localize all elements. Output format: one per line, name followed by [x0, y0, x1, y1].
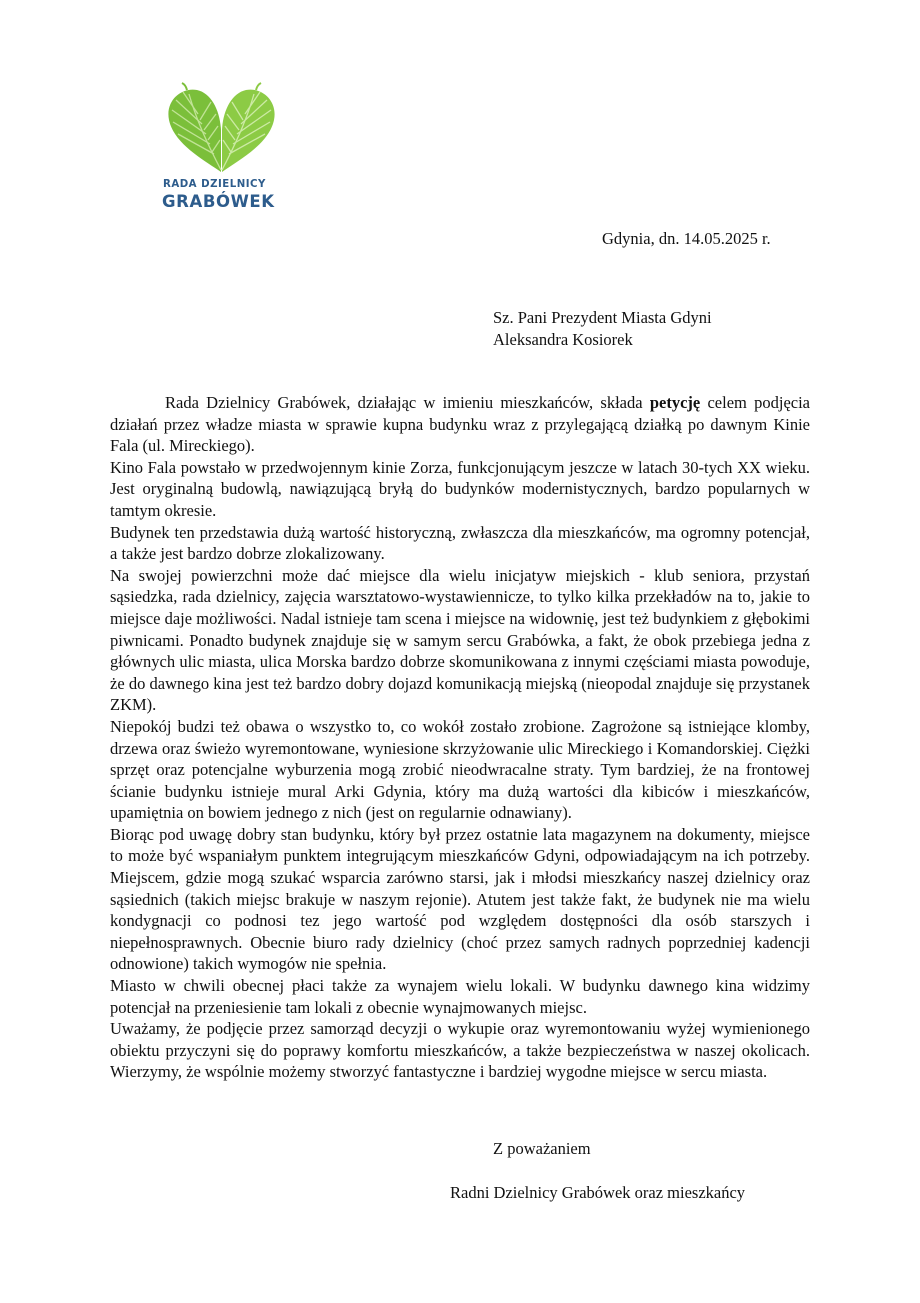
paragraph: Niepokój budzi też obawa o wszystko to, co wokół zostało zrobione. Zagrożone są istniejące klomby, drzewa oraz świeżo wyremontowane, wyniesione skrzyżowanie ulic Mireckiego i Komandorskiej. Ciężki sprzęt oraz potencjalne wyburzenia mogą zrobić nieodwracalne straty. Tym bardziej, że na frontowej ścianie budynku istnieje mural Arki Gdynia, który ma dużą wartości dla kibiców i mieszkańców, upamiętnia on bowiem jednego z nich (jest on regularnie odnawiany).	[110, 716, 810, 823]
logo-text-line2: GRABÓWEK	[162, 192, 275, 211]
paragraph: Na swojej powierzchni może dać miejsce dla wielu inicjatyw miejskich - klub seniora, przystań sąsiedzka, rada dzielnicy, zajęcia warsztatowo-wystawiennicze, to tylko kilka przekładów na to, jakie to miejsce daje możliwości. Nadal istnieje tam scena i miejsce na widownię, jest też budynkiem z głębokimi piwnicami. Ponadto budynek znajduje się w samym sercu Grabówka, a fakt, że obok przebiega jedna z głównych ulic miasta, ulica Morska bardzo dobrze skomunikowana z innymi częściami miasta powoduje, że do dawnego kina jest też bardzo dobry dojazd komunikacją miejską (nieopodal znajduje się przystanek ZKM).	[110, 565, 810, 715]
paragraph: Biorąc pod uwagę dobry stan budynku, który był przez ostatnie lata magazynem na dokumenty, miejsce to może być wspaniałym punktem integrującym mieszkańców Gdyni, odpowiadającym na ich potrzeby. Miejscem, gdzie mogą szukać wsparcia zarówno starsi, jak i młodsi mieszkańcy naszej dzielnicy oraz sąsiednich (takich miejsc brakuje w naszym rejonie). Atutem jest także fakt, że budynek nie ma wielu kondygnacji co podnosi tez jego wartość pod względem dostępności dla osób starszych i niepełnosprawnych. Obecnie biuro rady dzielnicy (choć przez samych radnych poprzedniej kadencji odnowione) takich wymogów nie spełnia.	[110, 824, 810, 974]
green-heart-leaves-icon	[164, 82, 279, 174]
paragraph: Kino Fala powstało w przedwojennym kinie Zorza, funkcjonującym jeszcze w latach 30-tych XX wieku. Jest oryginalną budowlą, nawiązującą bryłą do budynków modernistycznych, bardzo popularnych w tamtym okresie.	[110, 457, 810, 520]
intro-bold-word: petycję	[649, 393, 701, 412]
paragraph: Budynek ten przedstawia dużą wartość historyczną, zwłaszcza dla mieszkańców, ma ogromny potencjał, a także jest bardzo dobrze zlokalizowany.	[110, 522, 810, 564]
intro-text-before: Rada Dzielnicy Grabówek, działając w imieniu mieszkańców, składa	[165, 393, 650, 412]
intro-text-after: celem podjęcia działań przez władze miasta w sprawie kupna budynku wraz z przylegającą działką po dawnym Kinie Fala (ul. Mireckiego).	[110, 393, 811, 456]
closing-salutation: Z poważaniem	[493, 1139, 591, 1158]
paragraph: Miasto w chwili obecnej płaci także za wynajem wielu lokali. W budynku dawnego kina widzimy potencjał na przeniesienie tam lokali z obecnie wynajmowanych miejsc.	[110, 976, 810, 1017]
letter-body	[110, 392, 810, 1083]
paragraph-intro	[110, 392, 810, 457]
addressee-title: Sz. Pani Prezydent Miasta Gdyni	[493, 308, 712, 327]
logo-text-line1: RADA DZIELNICY	[163, 179, 266, 190]
addressee-block	[493, 307, 712, 350]
addressee-name: Aleksandra Kosiorek	[493, 329, 633, 349]
paragraph: Uważamy, że podjęcie przez samorząd decyzji o wykupie oraz wyremontowaniu wyżej wymienionego obiektu przyczyni się do poprawy komfortu mieszkańców, a także bezpieczeństwa w naszej okolicach. Wierzymy, że wspólnie możemy stworzyć fantastyczne i bardziej wygodne miejsce w sercu miasta.	[110, 1019, 810, 1082]
dateline: Gdynia, dn. 14.05.2025 r.	[602, 229, 771, 248]
organization-logo	[160, 82, 285, 212]
signature-line: Radni Dzielnicy Grabówek oraz mieszkańcy	[450, 1183, 746, 1202]
